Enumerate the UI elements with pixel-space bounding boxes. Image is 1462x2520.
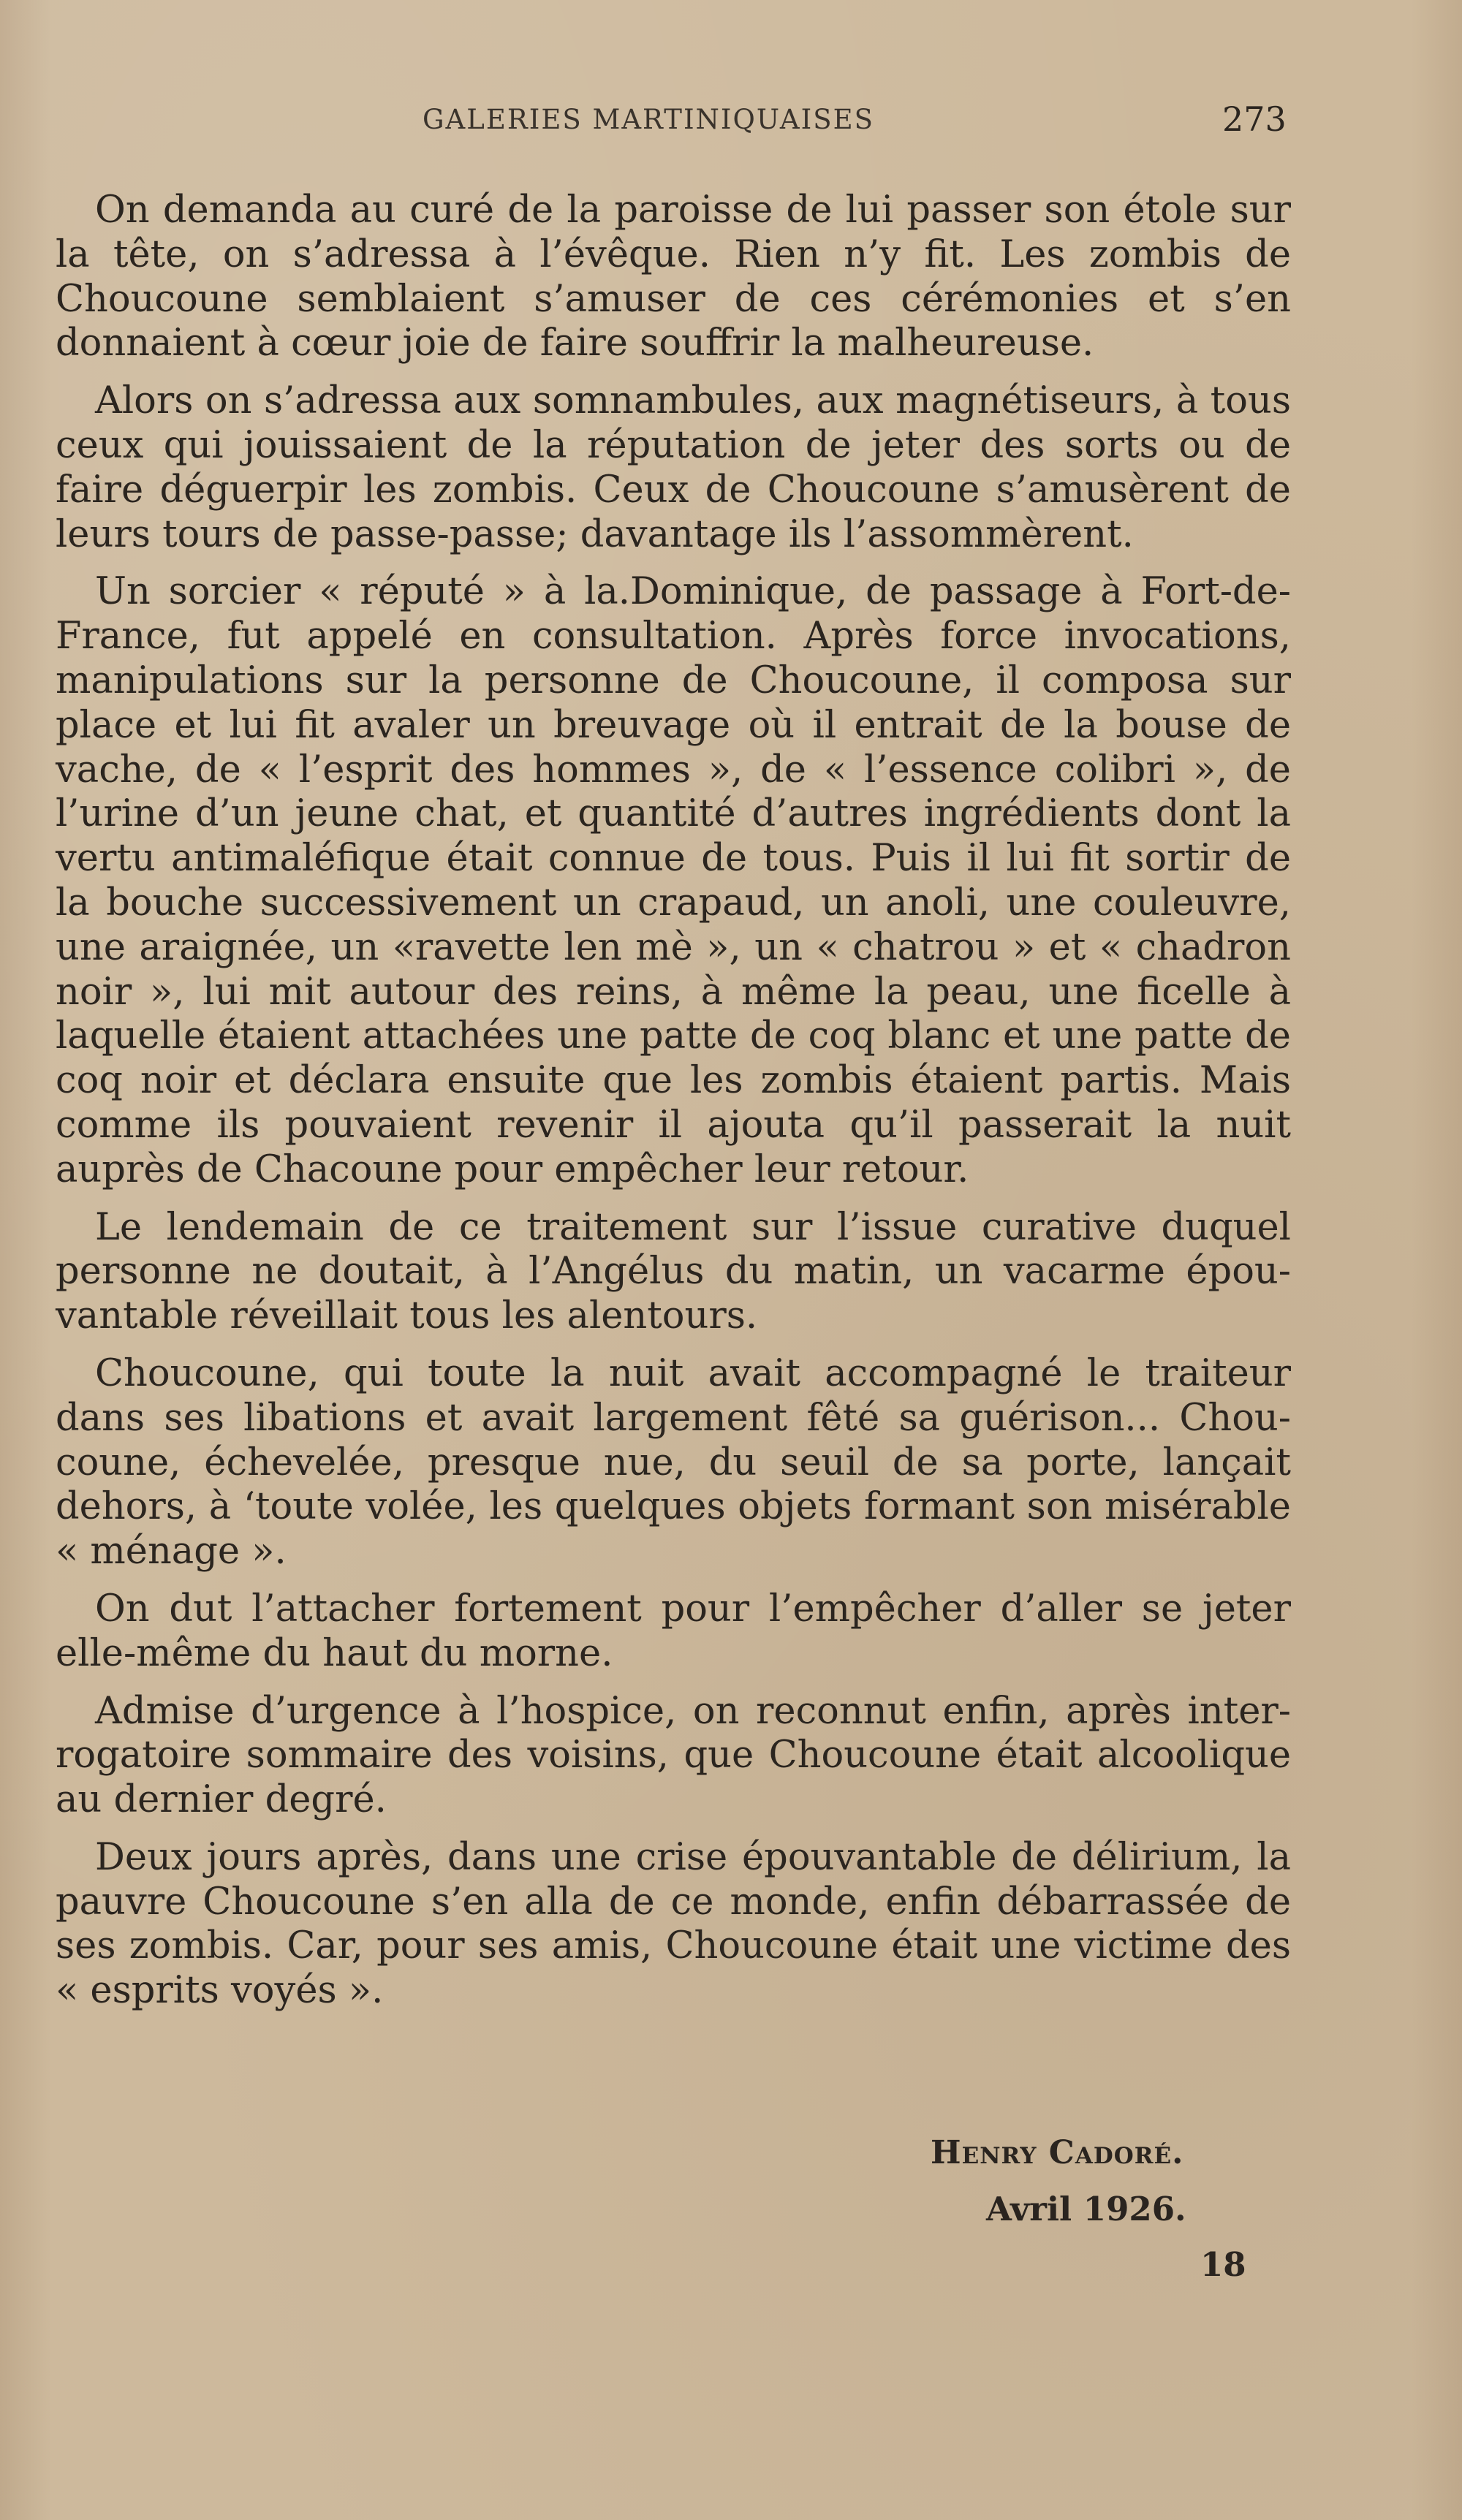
date-line: Avril 1926. xyxy=(986,2190,1186,2228)
author-signature: Henry Cadoré. xyxy=(931,2134,1184,2171)
running-header xyxy=(0,99,1462,143)
signature-mark: 18 xyxy=(1200,2245,1246,2284)
paragraph: Le lendemain de ce traitement sur l’issue curative duquel personne ne doutait, à l’Angélus du matin, un vacarme épouvantable réveillait tous les alentours. xyxy=(56,1205,1291,1338)
page-number: 273 xyxy=(1222,99,1287,139)
paragraph: Choucoune, qui toute la nuit avait accompagné le traiteur dans ses libations et avait largement fêté sa guérison... Choucoune, échevelée, presque nue, du seuil de sa porte, lançait dehors, à ‘toute volée, les quelques objets formant son misérable « ménage ». xyxy=(56,1351,1291,1574)
body-text xyxy=(56,189,1291,2027)
running-title: GALERIES MARTINIQUAISES xyxy=(423,104,874,135)
paragraph: On demanda au curé de la paroisse de lui passer son étole sur la tête, on s’adressa à l’évêque. Rien n’y fit. Les zombis de Choucoune semblaient s’amuser de ces cérémonies et s’en donnaient à cœur joie de faire souffrir la malheureuse. xyxy=(56,189,1291,365)
paragraph: Alors on s’adressa aux somnambules, aux magnétiseurs, à tous ceux qui jouissaient de la réputation de jeter des sorts ou de faire déguerpir les zombis. Ceux de Choucoune s’amusèrent de leurs tours de passe-passe; davantage ils l’assommèrent. xyxy=(56,379,1291,556)
paragraph: Admise d’urgence à l’hospice, on reconnut enfin, après interrogatoire sommaire des voisins, que Choucoune était alcoolique au dernier degré. xyxy=(56,1689,1291,1822)
paragraph: Un sorcier « réputé » à la.Dominique, de passage à Fort-de-France, fut appelé en consultation. Après force invocations, manipulations sur la personne de Choucoune, il composa sur place et lui fit avaler un breuvage où il entrait de la bouse de vache, de « l’esprit des hommes », de « l’essence colibri », de l’urine d’un jeune chat, et quantité d’autres ingrédients dont la vertu antimaléfique était connue de tous. Puis il lui fit sortir de la bouche successivement un crapaud, un anoli, une couleuvre, une araignée, un «ravette len mè », un « chatrou » et « chadron noir », lui mit autour des reins, à même la peau, une ficelle à laquelle étaient attachées une patte de coq blanc et une patte de coq noir et déclara ensuite que les zombis étaient partis. Mais comme ils pouvaient revenir il ajouta qu’il passerait la nuit auprès de Chacoune pour empêcher leur retour. xyxy=(56,570,1291,1191)
paragraph: Deux jours après, dans une crise épouvantable de délirium, la pauvre Choucoune s’en alla de ce monde, enfin débarrassée de ses zombis. Car, pour ses amis, Choucoune était une victime des « esprits voyés ». xyxy=(56,1835,1291,2013)
paragraph: On dut l’attacher fortement pour l’empêcher d’aller se jeter elle-même du haut du morne. xyxy=(56,1587,1291,1675)
